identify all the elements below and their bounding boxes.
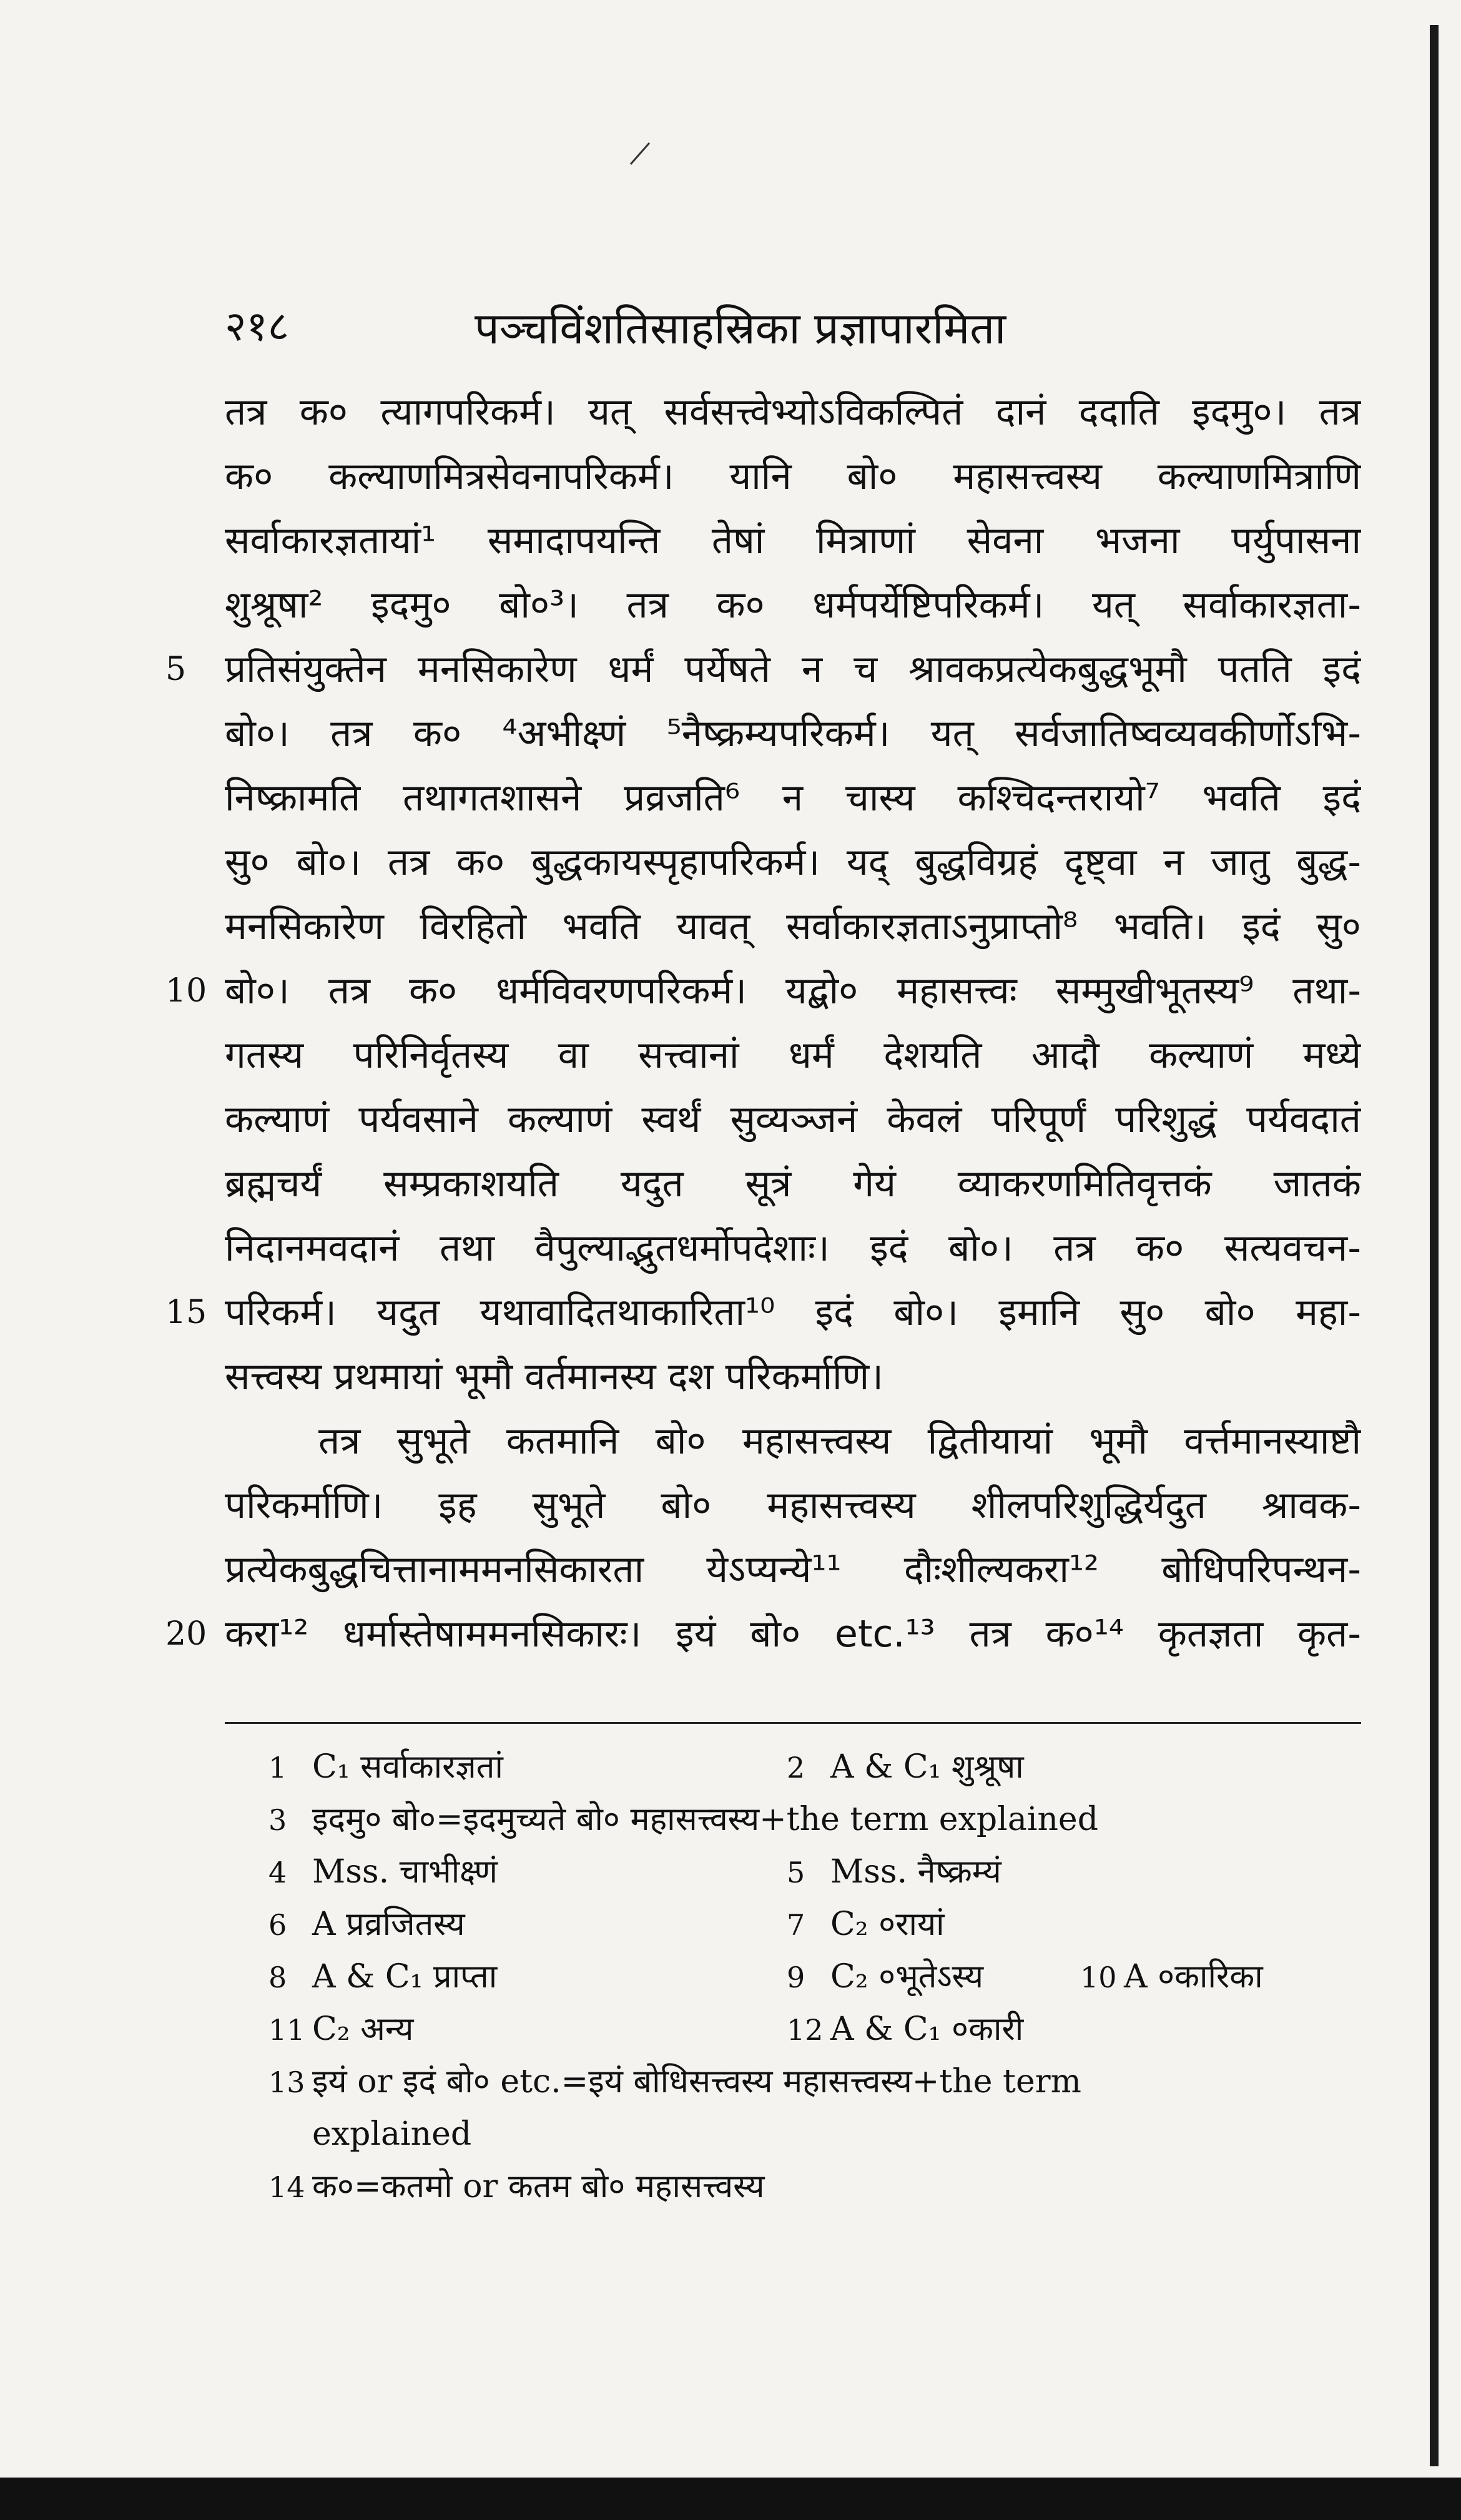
- footnote-number: 13: [268, 2065, 305, 2099]
- footnote-number: 5: [787, 1856, 805, 1889]
- text-line: प्रतिसंयुक्तेन मनसिकारेण धर्मं पर्येषते न च श्रावकप्रत्येकबुद्धभूमौ पतति इदं: [225, 647, 1361, 691]
- footnote-text: A प्रव्रजितस्य: [312, 1906, 465, 1943]
- line-number: 5: [165, 651, 187, 688]
- footnote: [268, 1899, 465, 1950]
- footnote: [268, 2004, 413, 2055]
- footnote-number: 6: [268, 1908, 287, 1942]
- footnote-number: 10: [1080, 1961, 1117, 1994]
- footnote-number: 1: [268, 1751, 287, 1784]
- footnote-text: C₁ सर्वाकारज्ञतां: [312, 1748, 503, 1786]
- text-line: शुश्रूषा² इदमु० बो०³। तत्र क० धर्मपर्येष्टिपरिकर्म। यत् सर्वाकारज्ञता-: [225, 583, 1361, 627]
- pen-mark: [627, 140, 652, 165]
- text-line: परिकर्म। यदुत यथावादितथाकारिता¹⁰ इदं बो०। इमानि सु० बो० महा-: [225, 1291, 1361, 1334]
- footnote: [268, 1952, 497, 2002]
- footnote: [787, 1952, 983, 2002]
- footnote-number: 12: [787, 2013, 824, 2047]
- footnote-number: 14: [268, 2170, 305, 2204]
- text-line: कल्याणं पर्यवसाने कल्याणं स्वर्थं सुव्यञ्जनं केवलं परिपूर्णं परिशुद्धं पर्यवदातं: [225, 1098, 1361, 1141]
- text-line: निदानमवदानं तथा वैपुल्याद्भुतधर्मोपदेशाः। इदं बो०। तत्र क० सत्यवचन-: [225, 1226, 1361, 1270]
- text-line: करा¹² धर्मास्तेषाममनसिकारः। इयं बो० etc.¹³ तत्र क०¹⁴ कृतज्ञता कृत-: [225, 1612, 1361, 1656]
- footnote: [1080, 1952, 1263, 2002]
- text-line: परिकर्माणि। इह सुभूते बो० महासत्त्वस्य शीलपरिशुद्धिर्यदुत श्रावक-: [225, 1484, 1361, 1527]
- footnote-number: 4: [268, 1856, 287, 1889]
- footnote-text: इदमु० बो०=इदमुच्यते बो० महासत्त्वस्य+the term explained: [312, 1801, 1098, 1838]
- text-line: क० कल्याणमित्रसेवनापरिकर्म। यानि बो० महासत्त्वस्य कल्याणमित्राणि: [225, 455, 1361, 498]
- text-line: सर्वाकारज्ञतायां¹ समादापयन्ति तेषां मित्राणां सेवना भजना पर्युपासना: [225, 519, 1361, 563]
- footnote-text: इयं or इदं बो० etc.=इयं बोधिसत्त्वस्य महासत्त्वस्य+the term: [312, 2063, 1081, 2100]
- text-line: ब्रह्मचर्यं सम्प्रकाशयति यदुत सूत्रं गेयं व्याकरणमितिवृत्तकं जातकं: [225, 1162, 1361, 1206]
- footnote-text: A & C₁ प्राप्ता: [312, 1958, 498, 1996]
- footnote: [787, 1899, 945, 1950]
- footnote-text: C₂ अन्य: [312, 2011, 414, 2048]
- text-line: सत्त्वस्य प्रथमायां भूमौ वर्तमानस्य दश परिकर्माणि।: [225, 1355, 883, 1399]
- line-number: 10: [165, 972, 207, 1010]
- text-line: बो०। तत्र क० धर्मविवरणपरिकर्म। यद्बो० महासत्त्वः सम्मुखीभूतस्य⁹ तथा-: [225, 969, 1361, 1013]
- line-number: 20: [165, 1615, 207, 1653]
- footnote-rule: [225, 1722, 1361, 1724]
- footnote: [268, 1794, 1098, 1845]
- footnote-text: Mss. चाभीक्ष्णं: [312, 1853, 498, 1891]
- footnote-text: A & C₁ शुश्रूषा: [830, 1748, 1024, 1786]
- footnote-text: A & C₁ ०कारी: [830, 2011, 1024, 2048]
- footnote: [268, 1847, 498, 1897]
- text-line: निष्क्रामति तथागतशासने प्रव्रजति⁶ न चास्य कश्चिदन्तरायो⁷ भवति इदं: [225, 776, 1361, 820]
- page-header: [225, 297, 1361, 353]
- footnote: [787, 1847, 1001, 1897]
- footnote-number: 9: [787, 1961, 805, 1994]
- footnote-text: explained: [312, 2115, 472, 2153]
- running-title: पञ्चविंशतिसाहस्रिका प्रज्ञापारमिता: [475, 303, 1006, 354]
- footnote-text: C₂ ०भूतेऽस्य: [830, 1958, 984, 1996]
- text-line: मनसिकारेण विरहितो भवति यावत् सर्वाकारज्ञताऽनुप्राप्तो⁸ भवति। इदं सु०: [225, 905, 1361, 948]
- page-edge-shadow: [1430, 25, 1439, 2466]
- footnote: [268, 2162, 765, 2212]
- footnote-number: 2: [787, 1751, 805, 1784]
- footnote: [787, 2004, 1023, 2055]
- text-line: गतस्य परिनिर्वृतस्य वा सत्त्वानां धर्मं देशयति आदौ कल्याणं मध्ये: [225, 1033, 1361, 1077]
- footnote: [312, 2109, 471, 2159]
- text-line: तत्र सुभूते कतमानि बो० महासत्त्वस्य द्वितीयायां भूमौ वर्त्तमानस्याष्टौ: [318, 1419, 1361, 1463]
- footnote-text: A ०कारिका: [1124, 1958, 1263, 1996]
- footnote-number: 3: [268, 1803, 287, 1837]
- footnote-number: 11: [268, 2013, 305, 2047]
- footnote-text: क०=कतमो or कतम बो० महासत्त्वस्य: [312, 2168, 765, 2205]
- text-line: सु० बो०। तत्र क० बुद्धकायस्पृहापरिकर्म। यद् बुद्धविग्रहं दृष्ट्वा न जातु बुद्ध-: [225, 840, 1361, 884]
- text-line: बो०। तत्र क० ⁴अभीक्ष्णं ⁵नैष्क्रम्यपरिकर्म। यत् सर्वजातिष्वव्यवकीर्णोऽभि-: [225, 712, 1361, 756]
- page-bottom-edge: [0, 2478, 1461, 2520]
- line-number: 15: [165, 1294, 207, 1331]
- footnote: [787, 1742, 1024, 1793]
- page-number: २१८: [225, 302, 289, 350]
- text-line: तत्र क० त्यागपरिकर्म। यत् सर्वसत्त्वेभ्योऽविकल्पितं दानं ददाति इदमु०। तत्र: [225, 390, 1361, 434]
- footnote-number: 8: [268, 1961, 287, 1994]
- footnote-text: Mss. नैष्क्रम्यं: [830, 1853, 1001, 1891]
- footnote: [268, 2057, 1081, 2107]
- footnote-text: C₂ ०रायां: [830, 1906, 945, 1943]
- footnote-number: 7: [787, 1908, 805, 1942]
- text-line: प्रत्येकबुद्धचित्तानाममनसिकारता येऽप्यन्ये¹¹ दौःशील्यकरा¹² बोधिपरिपन्थन-: [225, 1548, 1361, 1592]
- footnote: [268, 1742, 503, 1793]
